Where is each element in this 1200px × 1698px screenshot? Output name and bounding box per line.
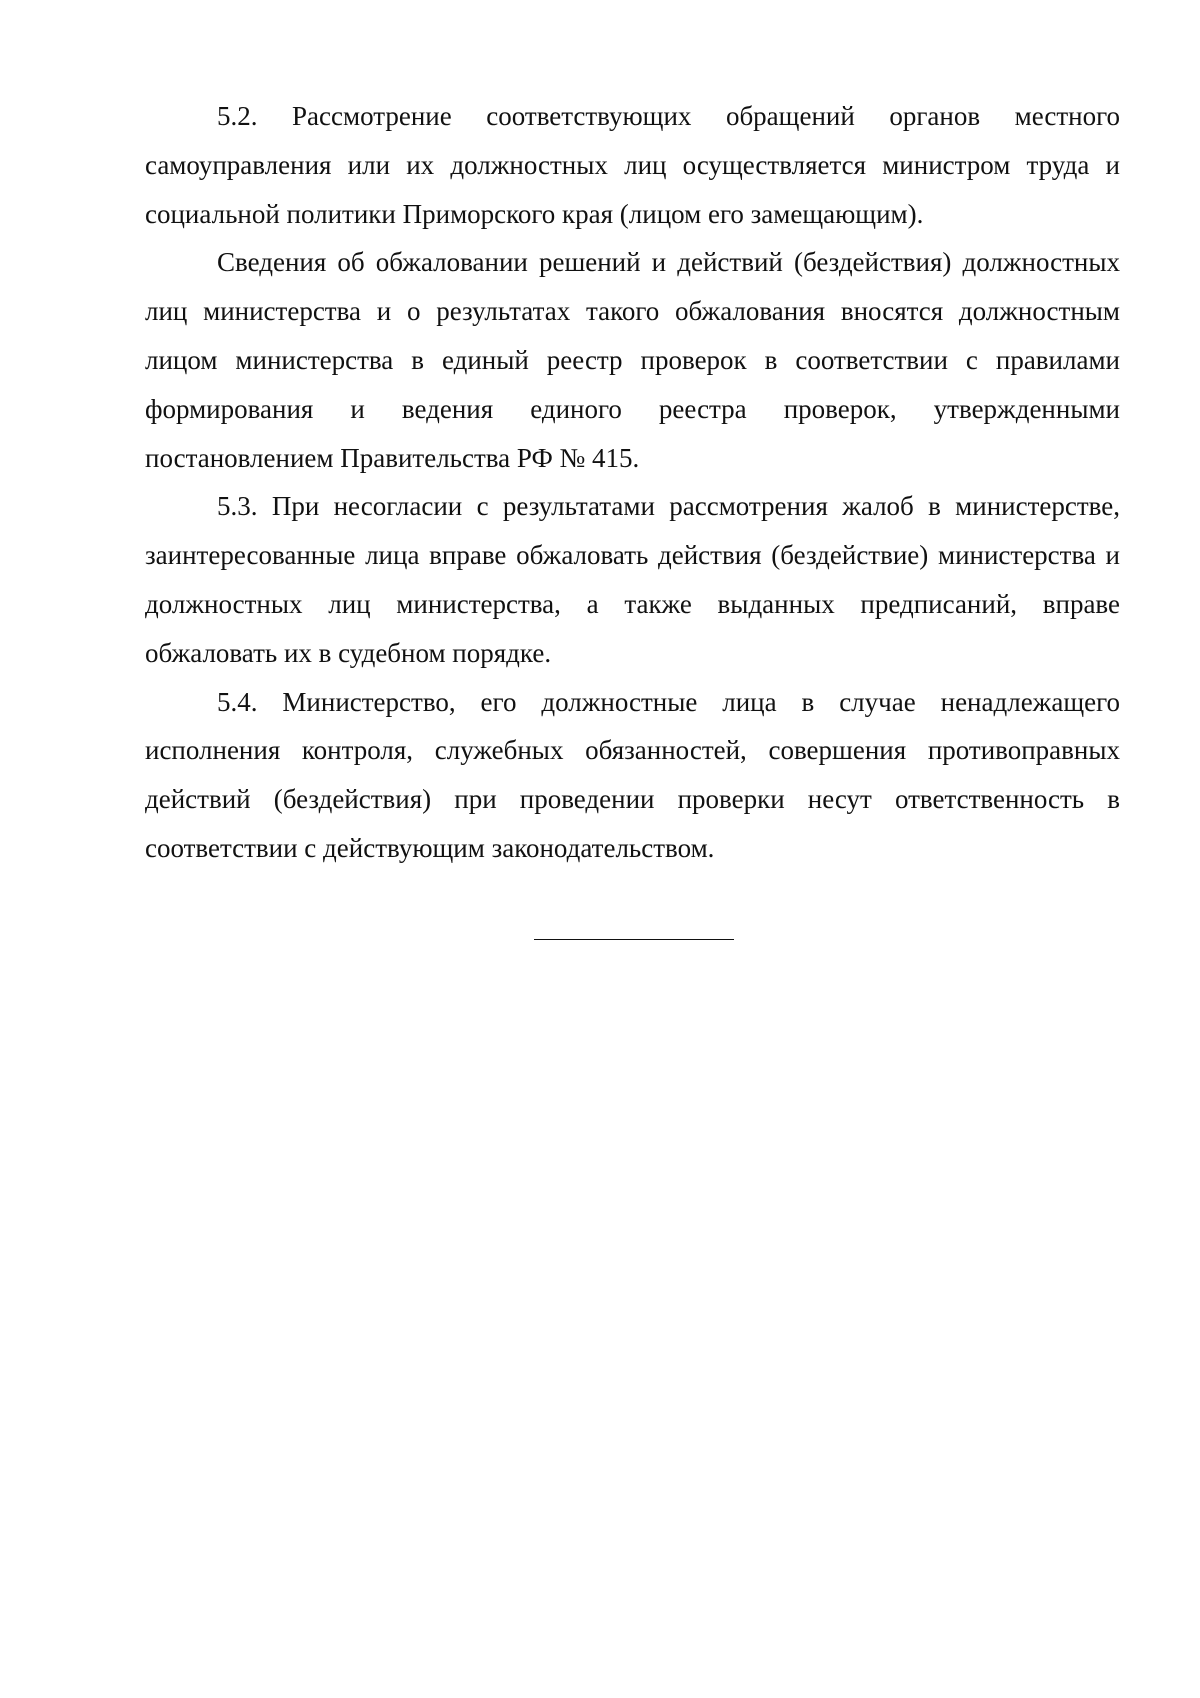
paragraph-5-3: 5.3. При несогласии с результатами рассмотрения жалоб в министерстве, заинтересованные лица вправе обжаловать действия (бездействие) министерства и должностных лиц министерства, а также выданных предписаний, вправе обжаловать их в судебном порядке. [145,491,1120,668]
document-body [145,92,1120,873]
end-separator-line [534,939,734,940]
paragraph-5-4: 5.4. Министерство, его должностные лица в случае ненадлежащего исполнения контроля, служебных обязанностей, совершения противоправных действий (бездействия) при проведении проверки несут ответственность в соответствии с действующим законодательством. [145,686,1120,863]
paragraph-5-2: 5.2. Рассмотрение соответствующих обращений органов местного самоуправления или их должностных лиц осуществляется министром труда и социальной политики Приморского края (лицом его замещающим). [145,101,1120,229]
paragraph-appeal-records: Сведения об обжаловании решений и действий (бездействия) должностных лиц министерства и о результатах такого обжалования вносятся должностным лицом министерства в единый реестр проверок в соответствии с правилами формирования и ведения единого реестра проверок, утвержденными постановлением Правительства РФ № 415. [145,247,1120,473]
